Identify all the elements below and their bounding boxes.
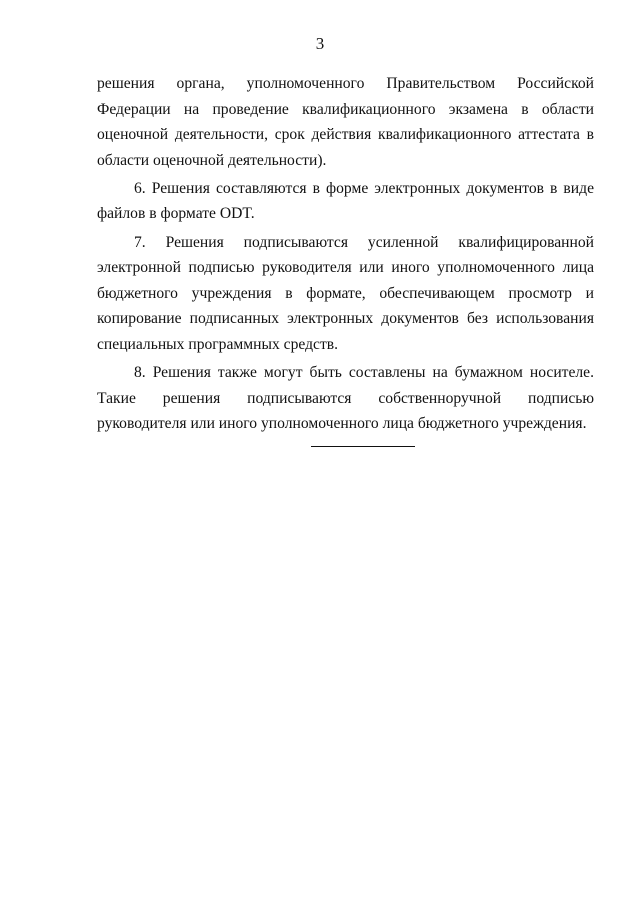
page-number: 3 xyxy=(315,34,325,53)
document-body xyxy=(97,71,594,437)
paragraph-item-8: 8. Решения также могут быть составлены на бумажном носителе. Такие решения подписываются собственноручной подписью руководителя или иного уполномоченного лица бюджетного учреждения. xyxy=(97,364,594,433)
paragraph-item-6: 6. Решения составляются в форме электронных документов в виде файлов в формате ODT. xyxy=(97,179,594,223)
end-separator-line xyxy=(311,446,415,447)
paragraph-item-7: 7. Решения подписываются усиленной квалифицированной электронной подписью руководителя или иного уполномоченного лица бюджетного учреждения в формате, обеспечивающем просмотр и копирование подписанных электронных документов без использования специальных программных средств. xyxy=(97,233,594,353)
paragraph-continuation: решения органа, уполномоченного Правительством Российской Федерации на проведение квалификационного экзамена в области оценочной деятельности, срок действия квалификационного аттестата в области оценочной деятельности). xyxy=(97,75,594,169)
